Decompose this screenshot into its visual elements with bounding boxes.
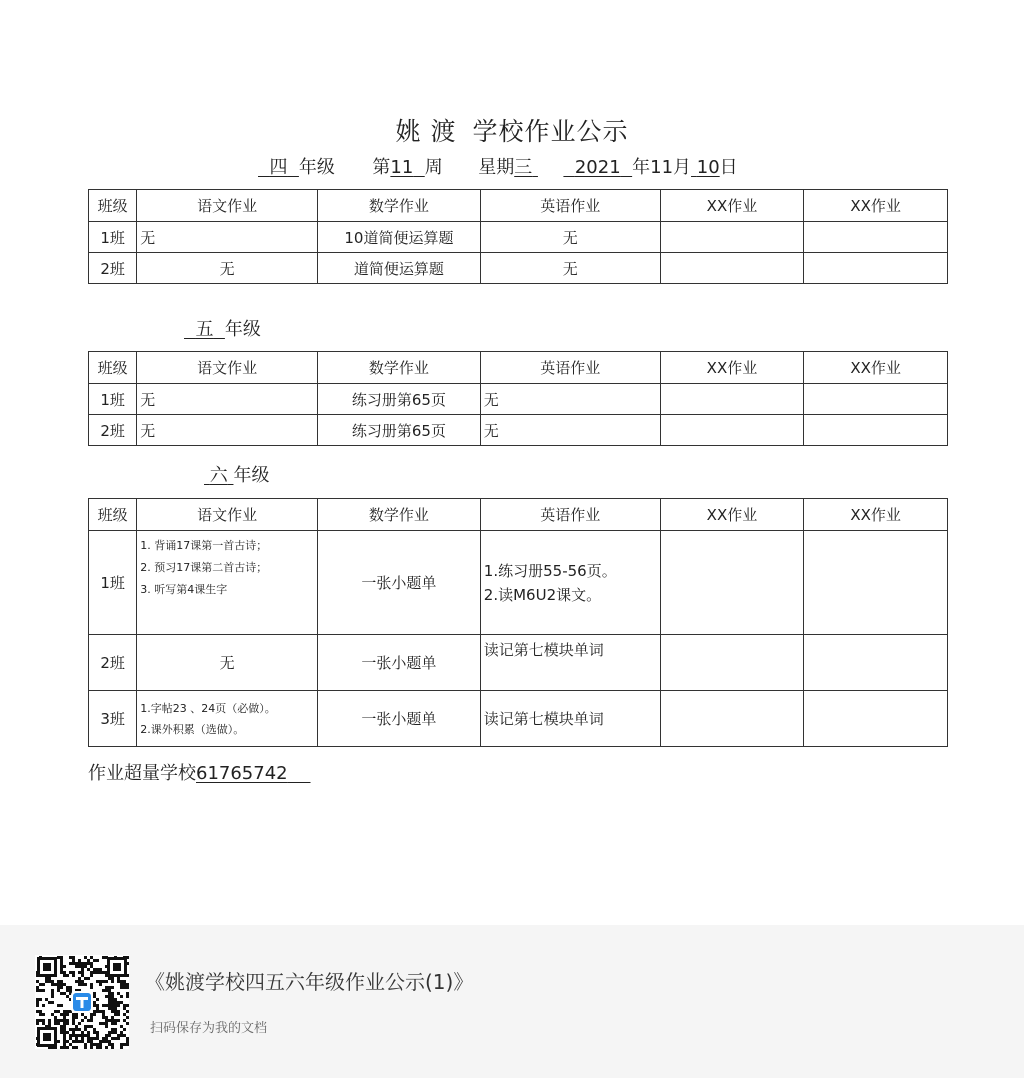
- grade5-heading: [184, 315, 261, 341]
- table-row: [89, 415, 948, 446]
- month-text: 年11月: [632, 157, 692, 178]
- chinese-cell: [137, 691, 318, 747]
- grade6-label: 年级: [233, 465, 270, 486]
- chinese-cell: 无: [137, 635, 318, 691]
- xx-cell: [660, 384, 804, 415]
- grade4-number: 四: [269, 157, 288, 178]
- week-number: 11: [390, 157, 414, 178]
- grade4-table: [88, 189, 948, 284]
- xx-cell: [660, 635, 804, 691]
- header-cell: 英语作业: [480, 499, 660, 531]
- table-row: [89, 635, 948, 691]
- chinese-cell: 无: [137, 384, 318, 415]
- grade5-number: 五: [195, 319, 214, 340]
- list-item: 1. 背诵17课第一首古诗；: [140, 539, 268, 552]
- header-cell: XX作业: [660, 352, 804, 384]
- class-cell: 1班: [89, 531, 137, 635]
- math-cell: 练习册第65页: [318, 415, 481, 446]
- xx-cell: [804, 691, 948, 747]
- weekday-prefix: 星期: [478, 157, 515, 178]
- school-name: 姚 渡: [395, 117, 457, 146]
- xx-cell: [804, 415, 948, 446]
- math-cell: 一张小题单: [318, 531, 481, 635]
- math-cell: 练习册第65页: [318, 384, 481, 415]
- xx-cell: [804, 531, 948, 635]
- overload-contact: [88, 759, 311, 785]
- title-text: 学校作业公示: [472, 117, 629, 146]
- english-cell: 无: [480, 253, 660, 284]
- grade6-heading: [204, 461, 269, 487]
- xx-cell: [804, 253, 948, 284]
- header-cell: XX作业: [804, 352, 948, 384]
- header-cell: XX作业: [804, 190, 948, 222]
- day-value: 10: [696, 157, 720, 178]
- chinese-cell: 无: [137, 415, 318, 446]
- header-cell: 语文作业: [137, 190, 318, 222]
- header-cell: 英语作业: [480, 352, 660, 384]
- grade6-table: [88, 498, 948, 747]
- english-cell: 读记第七模块单词: [480, 691, 660, 747]
- overload-phone: 61765742: [196, 763, 288, 784]
- header-cell: 班级: [89, 352, 137, 384]
- chinese-cell: [137, 531, 318, 635]
- class-cell: 2班: [89, 635, 137, 691]
- xx-cell: [660, 531, 804, 635]
- footer-document-title[interactable]: 《姚渡学校四五六年级作业公示(1)》: [145, 970, 474, 994]
- weekday-value: 三: [514, 157, 533, 178]
- header-cell: XX作业: [660, 190, 804, 222]
- header-cell: 数学作业: [318, 190, 481, 222]
- header-cell: 英语作业: [480, 190, 660, 222]
- math-cell: 10道简便运算题: [318, 222, 481, 253]
- footer-save-hint: 扫码保存为我的文档: [150, 1021, 268, 1036]
- chinese-cell: 无: [137, 222, 318, 253]
- header-cell: 班级: [89, 190, 137, 222]
- math-cell: 一张小题单: [318, 635, 481, 691]
- table-row: [89, 253, 948, 284]
- page-title: [0, 112, 1024, 148]
- xx-cell: [660, 253, 804, 284]
- grade5-label: 年级: [224, 319, 261, 340]
- week-prefix: 第: [372, 157, 391, 178]
- xx-cell: [804, 384, 948, 415]
- grade6-number: 六: [209, 465, 228, 486]
- xx-cell: [660, 415, 804, 446]
- english-cell: 无: [480, 384, 660, 415]
- week-suffix: 周: [424, 157, 443, 178]
- class-cell: 2班: [89, 253, 137, 284]
- overload-label: 作业超量学校: [88, 763, 196, 784]
- english-cell: 读记第七模块单词: [480, 635, 660, 691]
- math-cell: 道简便运算题: [318, 253, 481, 284]
- list-item: 3. 听写第4课生字: [140, 583, 228, 596]
- table-row: [89, 222, 948, 253]
- table-header-row: [89, 499, 948, 531]
- math-cell: 一张小题单: [318, 691, 481, 747]
- day-suffix: 日: [719, 157, 738, 178]
- english-cell: 无: [480, 415, 660, 446]
- table-row: [89, 531, 948, 635]
- date-header: [258, 153, 738, 179]
- header-cell: 语文作业: [137, 499, 318, 531]
- list-item: 1.练习册55-56页。: [483, 561, 617, 580]
- xx-cell: [804, 635, 948, 691]
- english-cell: 无: [480, 222, 660, 253]
- header-cell: XX作业: [660, 499, 804, 531]
- list-item: 2.课外积累（选做）。: [140, 722, 245, 736]
- list-item: 2. 预习17课第二首古诗；: [140, 561, 268, 574]
- class-cell: 3班: [89, 691, 137, 747]
- year-value: 2021: [574, 157, 621, 178]
- class-cell: 1班: [89, 384, 137, 415]
- xx-cell: [660, 222, 804, 253]
- list-item: 2.读M6U2课文。: [483, 585, 602, 604]
- list-item: 1.字帖23 、24页（必做）。: [140, 701, 276, 715]
- class-cell: 2班: [89, 415, 137, 446]
- header-cell: XX作业: [804, 499, 948, 531]
- xx-cell: [804, 222, 948, 253]
- header-cell: 班级: [89, 499, 137, 531]
- table-row: [89, 691, 948, 747]
- table-row: [89, 384, 948, 415]
- header-cell: 语文作业: [137, 352, 318, 384]
- grade4-label: 年级: [298, 157, 335, 178]
- header-cell: 数学作业: [318, 499, 481, 531]
- table-header-row: [89, 352, 948, 384]
- chinese-cell: 无: [137, 253, 318, 284]
- qr-code-icon[interactable]: [35, 955, 129, 1049]
- table-header-row: [89, 190, 948, 222]
- grade5-table: [88, 351, 948, 446]
- class-cell: 1班: [89, 222, 137, 253]
- xx-cell: [660, 691, 804, 747]
- header-cell: 数学作业: [318, 352, 481, 384]
- english-cell: [480, 531, 660, 635]
- footer-bar: [0, 925, 1024, 1078]
